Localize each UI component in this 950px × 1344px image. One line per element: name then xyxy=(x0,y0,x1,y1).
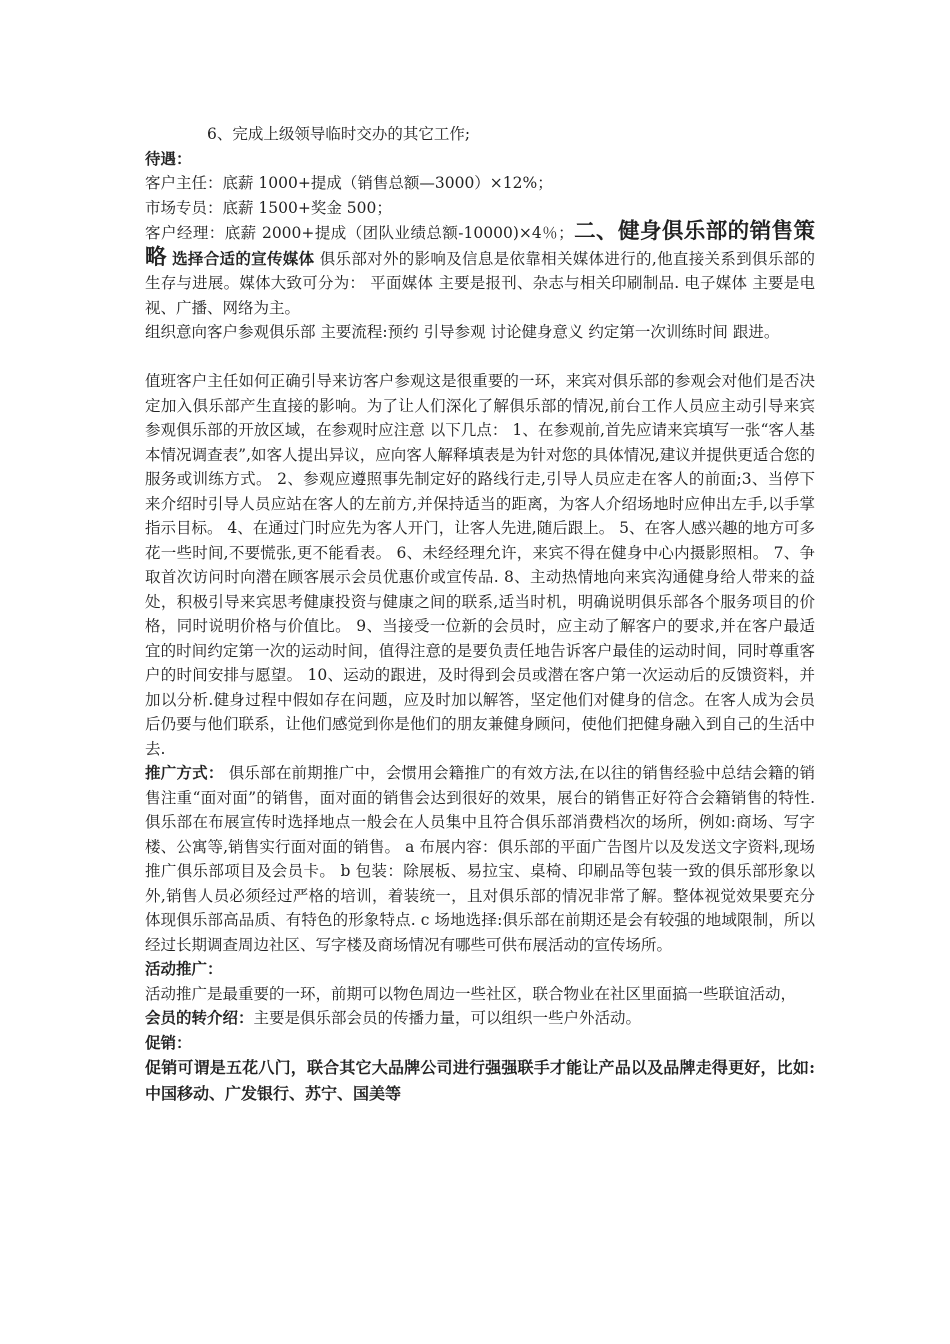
promotion-paragraph xyxy=(145,761,815,957)
promotion-heading: 推广方式： xyxy=(145,763,224,782)
tour-flow: 组织意向客户参观俱乐部 主要流程:预约 引导参观 讨论健身意义 约定第一次训练时间 跟进。 xyxy=(145,323,780,341)
activity-text: 活动推广是最重要的一环，前期可以物色周边一些社区，联合物业在社区里面搞一些联谊活动， xyxy=(145,984,797,1003)
benefits-heading: 待遇： xyxy=(145,148,192,168)
referral-heading: 会员的转介绍： xyxy=(145,1008,254,1027)
benefits-section2-paragraph xyxy=(145,220,815,320)
duty-item-6: 6、完成上级领导临时交办的其它工作; xyxy=(207,125,471,143)
sales-promo-text: 促销可谓是五花八门，联合其它大品牌公司进行强强联手才能让产品以及品牌走得更好，比如:中国移动、广发银行、苏宁、国美等 xyxy=(145,1058,815,1103)
section2-title: 二、健身俱乐部的销售策略 xyxy=(145,219,815,270)
sales-promo-heading: 促销： xyxy=(145,1032,192,1052)
referral-paragraph xyxy=(145,1006,815,1031)
referral-text: 主要是俱乐部会员的传播力量，可以组织一些户外活动。 xyxy=(253,1009,642,1027)
document-page xyxy=(145,122,815,1107)
benefits-line-2: 市场专员：底薪 1500+奖金 500； xyxy=(145,198,392,217)
benefits-line-1: 客户主任：底薪 1000+提成（销售总额—3000）×12%； xyxy=(145,174,553,192)
activity-heading: 活动推广： xyxy=(145,959,223,978)
blank-line xyxy=(145,345,815,370)
promotion-text: 俱乐部在前期推广中，会惯用会籍推广的有效方法,在以往的销售经验中总结会籍的销售注重“面对面”的销售，面对面的销售会达到很好的效果，展台的销售正好符合会籍销售的特性.俱乐部在布展宣传时选择地点一般会在人员集中且符合俱乐部消费档次的场所，例如:商场、写字楼、公寓等,销售实行面对面的销售。 a 布展内容：俱乐部的平面广告图片以及发送文字资料,现场推广俱乐部项目及会员卡。 b 包装：除展板、易拉宝、桌椅、印刷品等包装一致的俱乐部形象以外,销售人员必须经过严格的培训，着装统一，且对俱乐部的情况非常了解。整体视觉效果要充分体现俱乐部高品质、有特色的形象特点. c 场地选择:俱乐部在前期还是会有较强的地域限制，所以经过长期调查周边社区、写字楼及商场情况有哪些可供布展活动的宣传场所。 xyxy=(145,764,815,954)
media-subheading: 选择合适的宣传媒体 xyxy=(172,248,315,268)
benefits-line-3: 客户经理：底薪 2000+提成（团队业绩总额-10000)×4％； xyxy=(145,224,574,242)
media-text: 俱乐部对外的影响及信息是依靠相关媒体进行的,他直接关系到俱乐部的生存与进展。媒体大致可分为： 平面媒体 主要是报刊、杂志与相关印刷制品. 电子媒体 主要是电视、广播、网络为主。 xyxy=(145,249,815,317)
guide-paragraph: 值班客户主任如何正确引导来访客户参观这是很重要的一环，来宾对俱乐部的参观会对他们是否决定加入俱乐部产生直接的影响。为了让人们深化了解俱乐部的情况,前台工作人员应主动引导来宾参观俱乐部的开放区域，在参观时应注意 以下几点： 1、在参观前,首先应请来宾填写一张“客人基本情况调查表”,如客人提出异议，应向客人解释填表是为针对您的具体情况,建议并提供更适合您的服务或训练方式。 2、参观应遵照事先制定好的路线行走,引导人员应走在客人的前面;3、当停下来介绍时引导人员应站在客人的左前方,并保持适当的距离，为客人介绍场地时应伸出左手,以手掌指示目标。 4、在通过门时应先为客人开门，让客人先进,随后跟上。 5、在客人感兴趣的地方可多花一些时间,不要慌张,更不能看表。 6、未经经理允许，来宾不得在健身中心内摄影照相。 7、争取首次访问时向潜在顾客展示会员优惠价或宣传品. 8、主动热情地向来宾沟通健身给人带来的益处，积极引导来宾思考健康投资与健康之间的联系,适当时机，明确说明俱乐部各个服务项目的价格，同时说明价格与价值比。 9、当接受一位新的会员时，应主动了解客户的要求,并在客户最适宜的时间约定第一次的运动时间，值得注意的是要负责任地告诉客户最佳的运动时间，同时尊重客户的时间安排与愿望。 10、运动的跟进，及时得到会员或潜在客户第一次运动后的反馈资料，并加以分析.健身过程中假如存在问题，应及时加以解答，坚定他们对健身的信念。在客人成为会员后仍要与他们联系，让他们感觉到你是他们的朋友兼健身顾问，使他们把健身融入到自己的生活中去. xyxy=(145,372,816,758)
